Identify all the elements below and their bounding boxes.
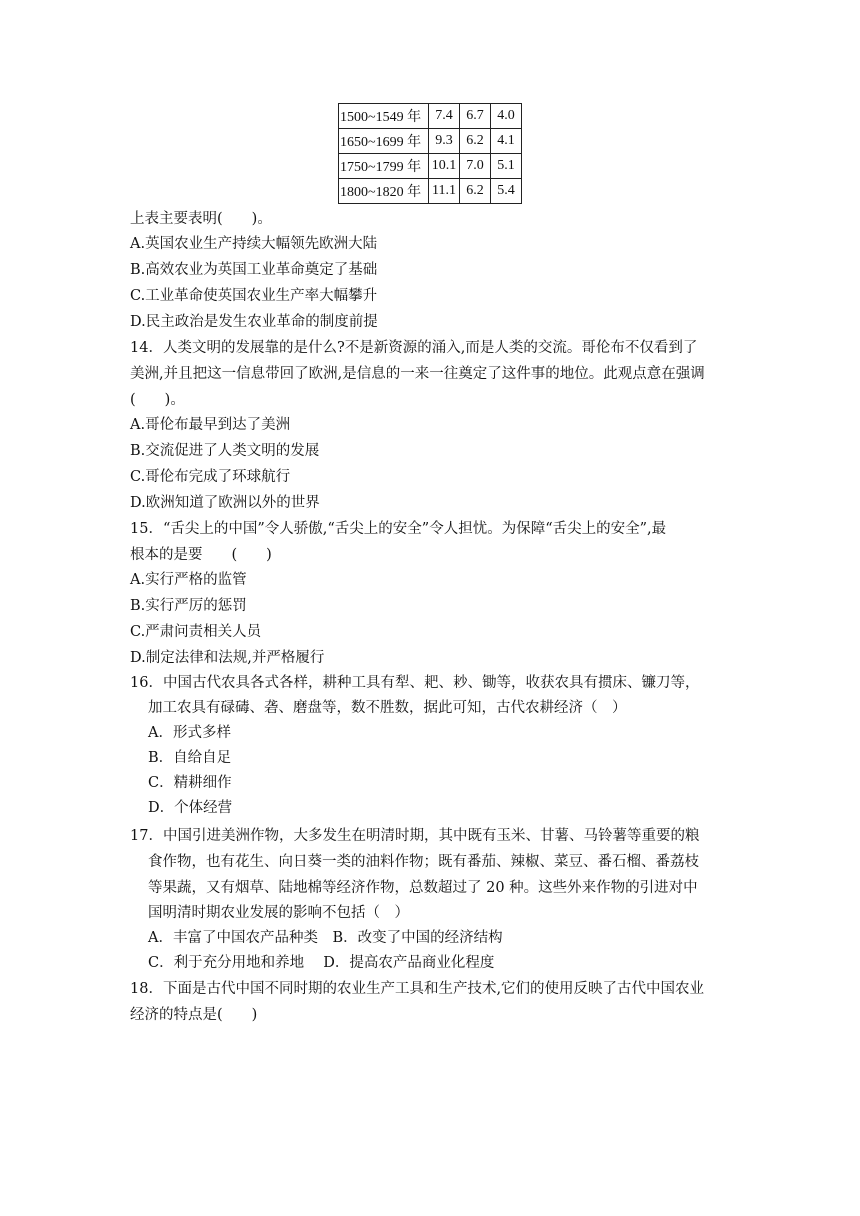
table-cell: 1750~1799 年 xyxy=(339,154,429,179)
q15-option-b: B.实行严厉的惩罚 xyxy=(130,598,247,614)
question-16-line: 加工农具有碌碡、砻、磨盘等，数不胜数，据此可知，古代农耕经济（ ） xyxy=(148,700,627,716)
table-cell: 4.0 xyxy=(491,104,522,129)
question-18-line: 经济的特点是( ) xyxy=(130,1007,258,1023)
q15-option-c: C.严肃问责相关人员 xyxy=(130,624,262,640)
table-cell: 5.1 xyxy=(491,154,522,179)
table-cell: 5.4 xyxy=(491,179,522,204)
question-15-line: 根本的是要 ( ) xyxy=(130,547,272,563)
table-cell: 1650~1699 年 xyxy=(339,129,429,154)
q14-option-d: D.欧洲知道了欧洲以外的世界 xyxy=(130,495,320,511)
question-16-line: 16．中国古代农具各式各样，耕种工具有犁、耙、耖、锄等，收获农具有掼床、镰刀等， xyxy=(130,675,700,691)
question-17-line: 17．中国引进美洲作物，大多发生在明清时期，其中既有玉米、甘薯、马铃薯等重要的粮 xyxy=(130,828,700,844)
q16-option-d: D．个体经营 xyxy=(148,800,233,816)
table-cell: 4.1 xyxy=(491,129,522,154)
question-13-stem: 上表主要表明( )。 xyxy=(130,211,272,227)
q16-option-a: A．形式多样 xyxy=(148,725,231,741)
table-cell: 7.4 xyxy=(429,104,460,129)
table-row xyxy=(339,104,522,129)
q13-option-c: C.工业革命使英国农业生产率大幅攀升 xyxy=(130,288,378,304)
q16-option-c: C．精耕细作 xyxy=(148,775,232,791)
table-cell: 6.7 xyxy=(460,104,491,129)
q14-option-c: C.哥伦布完成了环球航行 xyxy=(130,469,291,485)
question-14-line: 美洲,并且把这一信息带回了欧洲,是信息的一来一往奠定了这件事的地位。此观点意在强调 xyxy=(130,366,705,382)
table-cell: 6.2 xyxy=(460,179,491,204)
q17-options-cd: C．利于充分用地和养地 D．提高农产品商业化程度 xyxy=(148,955,495,971)
q13-option-b: B.高效农业为英国工业革命奠定了基础 xyxy=(130,262,378,278)
q14-option-a: A.哥伦布最早到达了美洲 xyxy=(130,417,291,433)
question-14-line: ( )。 xyxy=(130,392,185,408)
question-17-line: 等果蔬，又有烟草、陆地棉等经济作物，总数超过了 20 种。这些外来作物的引进对中 xyxy=(148,880,698,896)
question-17-line: 食作物，也有花生、向日葵一类的油料作物；既有番茄、辣椒、菜豆、番石榴、番荔枝 xyxy=(148,854,699,870)
q15-option-a: A.实行严格的监管 xyxy=(130,572,247,588)
table-cell: 11.1 xyxy=(429,179,460,204)
q13-option-a: A.英国农业生产持续大幅领先欧洲大陆 xyxy=(130,236,378,252)
table-cell: 10.1 xyxy=(429,154,460,179)
table-row xyxy=(339,154,522,179)
table-cell: 1500~1549 年 xyxy=(339,104,429,129)
table-cell: 9.3 xyxy=(429,129,460,154)
q17-options-ab: A．丰富了中国农产品种类 B．改变了中国的经济结构 xyxy=(148,930,503,946)
q14-option-b: B.交流促进了人类文明的发展 xyxy=(130,443,320,459)
question-14-line: 14．人类文明的发展靠的是什么?不是新资源的涌入,而是人类的交流。哥伦布不仅看到了 xyxy=(130,340,698,356)
q15-option-d: D.制定法律和法规,并严格履行 xyxy=(130,650,325,666)
productivity-table xyxy=(338,103,522,204)
table-row xyxy=(339,179,522,204)
question-15-line: 15．“舌尖上的中国”令人骄傲,“舌尖上的安全”令人担忧。为保障“舌尖上的安全”,最 xyxy=(130,521,667,537)
question-17-line: 国明清时期农业发展的影响不包括（ ） xyxy=(148,905,409,921)
table-cell: 1800~1820 年 xyxy=(339,179,429,204)
table-cell: 6.2 xyxy=(460,129,491,154)
table-row xyxy=(339,129,522,154)
q16-option-b: B．自给自足 xyxy=(148,750,232,766)
table-cell: 7.0 xyxy=(460,154,491,179)
question-18-line: 18．下面是古代中国不同时期的农业生产工具和生产技术,它们的使用反映了古代中国农业 xyxy=(130,981,705,997)
q13-option-d: D.民主政治是发生农业革命的制度前提 xyxy=(130,314,378,330)
